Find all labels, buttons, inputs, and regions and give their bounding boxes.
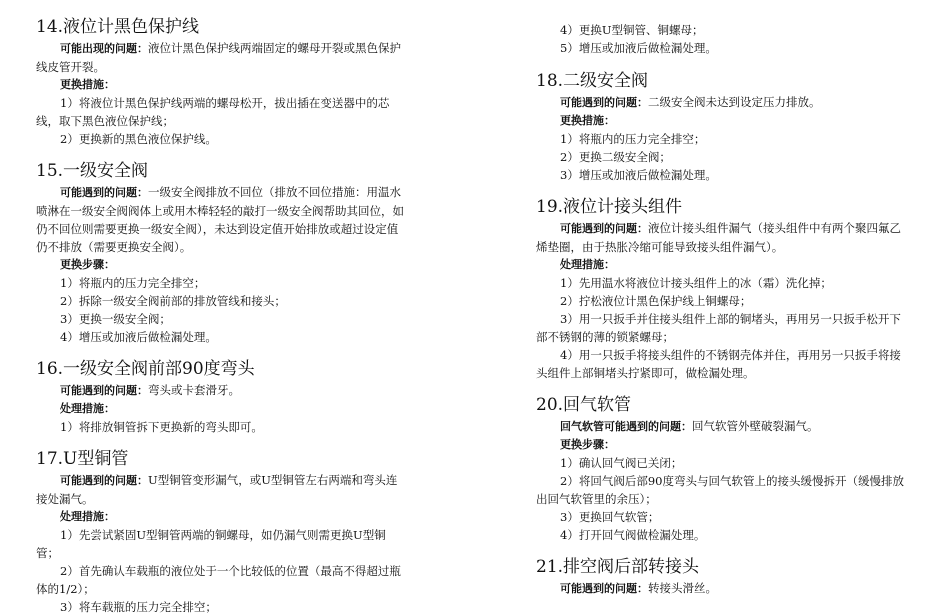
measure-label-14: 更换措施：: [60, 78, 115, 91]
list-item: 3）增压或加液后做检漏处理。: [560, 168, 717, 182]
problem-paragraph-15: [36, 183, 408, 256]
list-item: 1）先用温水将液位计接头组件上的冰（霜）洗化掉；: [560, 276, 832, 290]
list-item: 5）增压或加液后做检漏处理。: [560, 41, 717, 55]
list-item: 2）将回气阀后部90度弯头与回气软管上的接头缓慢拆开（缓慢排放出回气软管里的余压）；: [536, 474, 904, 506]
problem-label: 回气软管可能遇到的问题：: [560, 420, 692, 433]
problem-text: 液位计黑色保护线两端固定的螺母开裂或黑色保护线皮管开裂。: [36, 41, 401, 74]
problem-paragraph-18: [536, 93, 908, 112]
problem-label: 可能遇到的问题：: [60, 186, 148, 199]
problem-label: 可能遇到的问题：: [560, 582, 648, 595]
measure-label-16: 处理措施：: [60, 402, 115, 415]
right-column: [536, 0, 908, 598]
measure-label-20: 更换步骤：: [560, 438, 615, 451]
problem-label: 可能遇到的问题：: [560, 96, 648, 109]
problem-paragraph-19: [536, 219, 908, 256]
problem-paragraph-21: [536, 579, 908, 598]
list-item: 3）更换一级安全阀；: [60, 312, 171, 326]
list-item: 3）将车载瓶的压力完全排空；: [60, 600, 217, 614]
problem-text: 液位计接头组件漏气（接头组件中有两个聚四氟乙烯垫圈，由于热胀冷缩可能导致接头组件漏气）。: [536, 221, 901, 254]
list-item: 4）更换U型铜管、铜螺母；: [560, 23, 704, 37]
list-item: 2）拆除一级安全阀前部的排放管线和接头；: [60, 294, 286, 308]
list-item: 2）首先确认车载瓶的液位处于一个比较低的位置（最高不得超过瓶体的1/2）；: [36, 564, 401, 596]
list-item: 1）将瓶内的压力完全排空；: [560, 132, 706, 146]
problem-paragraph-14: [36, 39, 408, 76]
list-item: 3）用一只扳手并住接头组件上部的铜堵头，再用另一只扳手松开下部不锈钢的薄的锁紧螺母；: [536, 312, 901, 344]
section-title-18: 18.二级安全阀: [536, 71, 649, 91]
problem-paragraph-17: [36, 471, 408, 508]
list-item: 2）更换新的黑色液位保护线。: [60, 132, 217, 146]
list-item: 1）将瓶内的压力完全排空；: [60, 276, 206, 290]
list-item: 1）确认回气阀已关闭；: [560, 456, 683, 470]
measure-label-18: 更换措施：: [560, 114, 615, 127]
section-title-21: 21.排空阀后部转接头: [536, 557, 700, 577]
section-title-15: 15.一级安全阀: [36, 161, 149, 181]
problem-label: 可能遇到的问题：: [60, 384, 148, 397]
list-item: 2）更换二级安全阀；: [560, 150, 671, 164]
measure-label-17: 处理措施：: [60, 510, 115, 523]
section-title-19: 19.液位计接头组件: [536, 197, 683, 217]
problem-paragraph-16: [36, 381, 408, 400]
section-title-20: 20.回气软管: [536, 395, 632, 415]
problem-paragraph-20: [536, 417, 908, 436]
list-item: 1）将液位计黑色保护线两端的螺母松开，拔出插在变送器中的芯线，取下黑色液位保护线；: [36, 96, 390, 128]
measure-label-15: 更换步骤：: [60, 258, 115, 271]
measure-label-19: 处理措施：: [560, 258, 615, 271]
list-item: 4）打开回气阀做检漏处理。: [560, 528, 706, 542]
list-item: 2）拧松液位计黑色保护线上铜螺母；: [560, 294, 752, 308]
problem-text: 转接头滑丝。: [648, 581, 717, 595]
problem-text: 弯头或卡套滑牙。: [148, 383, 240, 397]
list-item: 3）更换回气软管；: [560, 510, 660, 524]
problem-label: 可能遇到的问题：: [560, 222, 648, 235]
problem-text: 二级安全阀未达到设定压力排放。: [648, 95, 821, 109]
list-item: 1）先尝试紧固U型铜管两端的铜螺母，如仍漏气则需更换U型铜管；: [36, 528, 386, 560]
problem-label: 可能出现的问题：: [60, 42, 148, 55]
section-title-16: 16.一级安全阀前部90度弯头: [36, 359, 255, 379]
list-item: 4）增压或加液后做检漏处理。: [60, 330, 217, 344]
problem-text: U型铜管变形漏气，或U型铜管左右两端和弯头连接处漏气。: [36, 473, 398, 506]
problem-label: 可能遇到的问题：: [60, 474, 148, 487]
section-title-17: 17.U型铜管: [36, 449, 129, 469]
list-item: 1）将排放铜管拆下更换新的弯头即可。: [60, 420, 263, 434]
problem-text: 回气软管外壁破裂漏气。: [692, 419, 819, 433]
list-item: 4）用一只扳手将接头组件的不锈钢壳体并住，再用另一只扳手将接头组件上部铜堵头拧紧即可，做检漏处理。: [536, 348, 901, 380]
section-title-14: 14.液位计黑色保护线: [36, 17, 200, 37]
left-column: [36, 0, 408, 616]
problem-text: 一级安全阀排放不回位（排放不回位措施：用温水喷淋在一级安全阀阀体上或用木棒轻轻的敲打一级安全阀帮助其回位，如仍不回位则需要更换一级安全阀），未达到设定值开始排放或超过设定值仍不排放（需要更换安全阀）。: [36, 185, 404, 254]
